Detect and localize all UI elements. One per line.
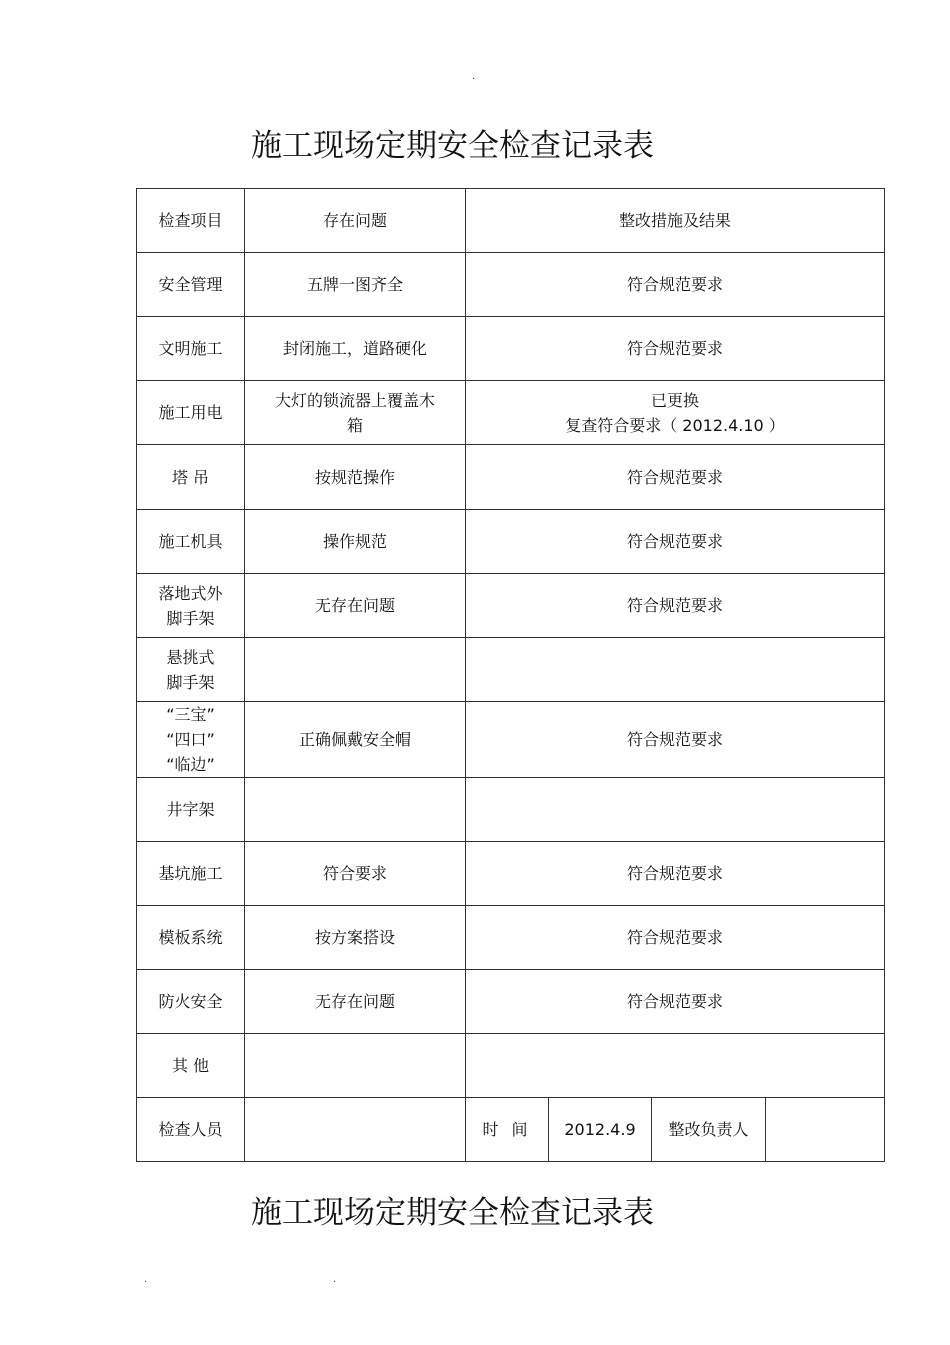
row-item: 施工机具 [137, 510, 245, 574]
inspector-value[interactable] [245, 1098, 466, 1162]
row-measure: 符合规范要求 [466, 317, 885, 381]
top-dot: . [472, 71, 476, 82]
row-measure: 符合规范要求 [466, 574, 885, 638]
row-item: 基坑施工 [137, 842, 245, 906]
row-measure: 符合规范要求 [466, 445, 885, 510]
table-row [137, 253, 885, 317]
table-row [137, 317, 885, 381]
row-item: 文明施工 [137, 317, 245, 381]
header-row [137, 189, 885, 253]
row-problem [245, 778, 466, 842]
table-row [137, 842, 885, 906]
time-label: 时 间 [466, 1098, 549, 1162]
row-item: 防火安全 [137, 970, 245, 1034]
inspector-label: 检查人员 [137, 1098, 245, 1162]
table-row [137, 702, 885, 778]
row-measure [466, 638, 885, 702]
row-problem: 操作规范 [245, 510, 466, 574]
row-item: 井字架 [137, 778, 245, 842]
row-problem: 按规范操作 [245, 445, 466, 510]
page-title-repeat: 施工现场定期安全检查记录表 [251, 1195, 654, 1231]
header-item: 检查项目 [137, 189, 245, 253]
table-row [137, 1034, 885, 1098]
row-item: 落地式外 脚手架 [137, 574, 245, 638]
inspection-table [136, 188, 885, 1162]
row-item: 其 他 [137, 1034, 245, 1098]
table-row [137, 574, 885, 638]
row-problem [245, 638, 466, 702]
bottom-left-dot: . [144, 1274, 148, 1285]
header-problem: 存在问题 [245, 189, 466, 253]
row-problem: 无存在问题 [245, 574, 466, 638]
row-measure [466, 1034, 885, 1098]
row-item: 塔 吊 [137, 445, 245, 510]
header-measure: 整改措施及结果 [466, 189, 885, 253]
row-item: “三宝” “四口” “临边” [137, 702, 245, 778]
table-body [137, 189, 885, 1098]
row-item: 施工用电 [137, 381, 245, 445]
bottom-right-dot: . [333, 1274, 337, 1285]
row-item: 模板系统 [137, 906, 245, 970]
page-title: 施工现场定期安全检查记录表 [251, 128, 654, 164]
table-row [137, 906, 885, 970]
row-problem [245, 1034, 466, 1098]
row-item: 安全管理 [137, 253, 245, 317]
table-row [137, 510, 885, 574]
row-measure: 符合规范要求 [466, 906, 885, 970]
row-measure [466, 778, 885, 842]
footer-row [137, 1098, 885, 1162]
table-row [137, 445, 885, 510]
row-problem: 按方案搭设 [245, 906, 466, 970]
row-measure: 符合规范要求 [466, 253, 885, 317]
table-row [137, 381, 885, 445]
responsible-value[interactable] [766, 1098, 885, 1162]
row-problem: 封闭施工，道路硬化 [245, 317, 466, 381]
row-measure: 符合规范要求 [466, 702, 885, 778]
time-value[interactable]: 2012.4.9 [549, 1098, 652, 1162]
row-measure: 符合规范要求 [466, 510, 885, 574]
responsible-label: 整改负责人 [652, 1098, 766, 1162]
row-item: 悬挑式 脚手架 [137, 638, 245, 702]
row-measure: 符合规范要求 [466, 970, 885, 1034]
table-row [137, 778, 885, 842]
row-problem: 大灯的锁流器上覆盖木 箱 [245, 381, 466, 445]
table-row [137, 970, 885, 1034]
row-measure: 已更换 复查符合要求（ 2012.4.10 ） [466, 381, 885, 445]
row-problem: 五牌一图齐全 [245, 253, 466, 317]
row-measure: 符合规范要求 [466, 842, 885, 906]
row-problem: 正确佩戴安全帽 [245, 702, 466, 778]
table-row [137, 638, 885, 702]
row-problem: 无存在问题 [245, 970, 466, 1034]
row-problem: 符合要求 [245, 842, 466, 906]
